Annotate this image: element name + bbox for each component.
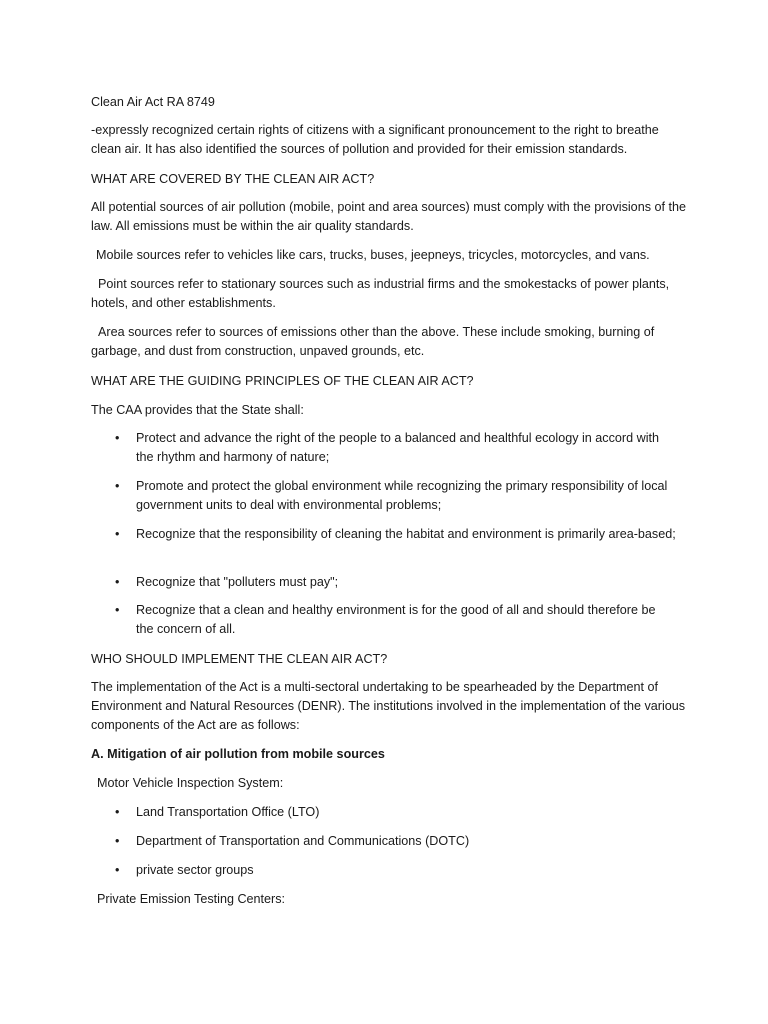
mobile-sources-paragraph: Mobile sources refer to vehicles like cars, trucks, buses, jeepneys, tricycles, motorcycles, and vans. — [96, 248, 650, 262]
heading-covered: WHAT ARE COVERED BY THE CLEAN AIR ACT? — [91, 172, 375, 186]
mvis-label: Motor Vehicle Inspection System: — [97, 776, 284, 790]
bullet-icon: • — [115, 431, 120, 445]
principle-text: Promote and protect the global environment while recognizing the primary responsibility of local government units to deal with environmental problems; — [136, 479, 668, 512]
section-a-heading: A. Mitigation of air pollution from mobile sources — [91, 747, 385, 761]
mvis-item-text: Land Transportation Office (LTO) — [136, 805, 320, 819]
covered-paragraph: All potential sources of air pollution (mobile, point and area sources) must comply with the provisions of the law. All emissions must be within the air quality standards. — [91, 200, 686, 233]
intro-paragraph: -expressly recognized certain rights of citizens with a significant pronouncement to the right to breathe clean air. It has also identified the sources of pollution and provided for their emission standards. — [91, 123, 659, 156]
heading-principles: WHAT ARE THE GUIDING PRINCIPLES OF THE CLEAN AIR ACT? — [91, 374, 474, 388]
mvis-item-text: private sector groups — [136, 863, 254, 877]
principle-text: Recognize that the responsibility of cleaning the habitat and environment is primarily area-based; — [136, 527, 676, 541]
point-sources-paragraph: Point sources refer to stationary sources such as industrial firms and the smokestacks of power plants, hotels, and other establishments. — [91, 277, 670, 310]
bullet-icon: • — [115, 527, 120, 541]
caa-paragraph: The CAA provides that the State shall: — [91, 403, 304, 417]
principle-text: Recognize that a clean and healthy environment is for the good of all and should therefore be the concern of all. — [136, 603, 656, 636]
principle-text: Recognize that "polluters must pay"; — [136, 575, 339, 589]
bullet-icon: • — [115, 575, 120, 589]
bullet-icon: • — [115, 834, 120, 848]
document-title: Clean Air Act RA 8749 — [91, 95, 215, 109]
bullet-icon: • — [115, 603, 120, 617]
bullet-icon: • — [115, 863, 120, 877]
heading-implement: WHO SHOULD IMPLEMENT THE CLEAN AIR ACT? — [91, 652, 388, 666]
principle-text: Protect and advance the right of the people to a balanced and healthful ecology in accord with the rhythm and harmony of nature; — [136, 431, 659, 464]
mvis-item-text: Department of Transportation and Communications (DOTC) — [136, 834, 470, 848]
implementation-paragraph: The implementation of the Act is a multi-sectoral undertaking to be spearheaded by the Department of Environment and Natural Resources (DENR). The institutions involved in the implementation of the various components of the Act are as follows: — [91, 680, 686, 732]
petc-label: Private Emission Testing Centers: — [97, 892, 286, 906]
bullet-icon: • — [115, 479, 120, 493]
bullet-icon: • — [115, 805, 120, 819]
area-sources-paragraph: Area sources refer to sources of emissions other than the above. These include smoking, burning of garbage, and dust from construction, unpaved grounds, etc. — [91, 325, 655, 358]
